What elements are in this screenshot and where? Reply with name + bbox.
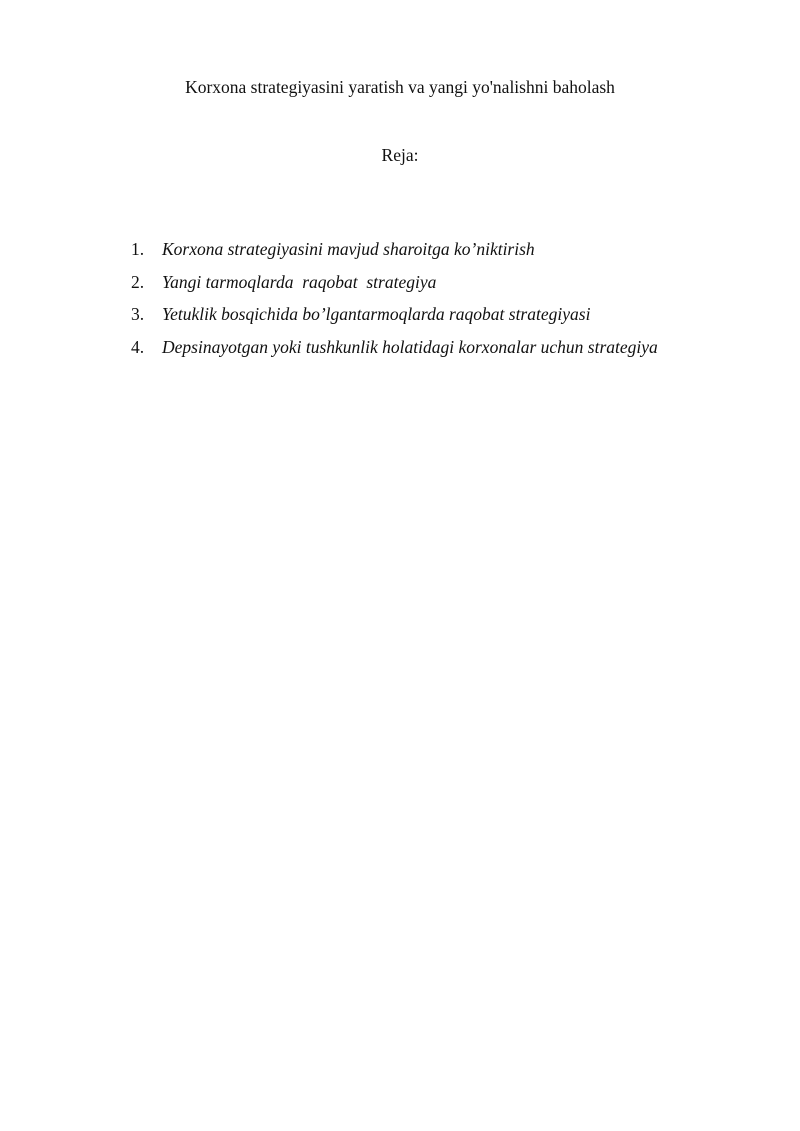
plan-item-text: Yangi tarmoqlarda raqobat strategiya — [162, 271, 437, 292]
plan-item-text: Yetuklik bosqichida bo’lgantarmoqlarda raqobat strategiyasi — [162, 304, 591, 324]
plan-item — [131, 238, 658, 271]
plan-list — [131, 238, 658, 368]
document-title: Korxona strategiyasini yaratish va yangi yo'nalishni baholash — [185, 77, 615, 97]
plan-item — [131, 271, 658, 304]
plan-item-number: 4. — [131, 336, 145, 357]
plan-item-number: 1. — [131, 239, 145, 259]
plan-item — [131, 303, 658, 336]
plan-item-text: Depsinayotgan yoki tushkunlik holatidagi korxonalar uchun strategiya — [162, 336, 658, 357]
plan-item-number: 3. — [131, 304, 145, 324]
plan-item-text: Korxona strategiyasini mavjud sharoitga ko’niktirish — [162, 239, 535, 259]
plan-heading: Reja: — [381, 145, 419, 165]
plan-item — [131, 336, 658, 369]
plan-item-number: 2. — [131, 271, 145, 292]
